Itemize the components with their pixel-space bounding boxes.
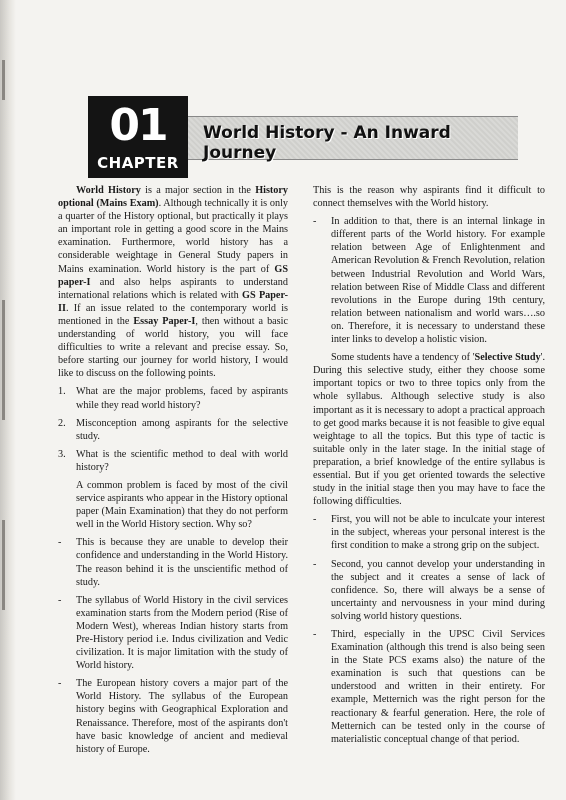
intro-text: , then without a basic understanding of world history, you will face difficulties to write a relevant and precise essay. So, before starting our journey for world history, I would like to discuss on the following points. xyxy=(58,315,288,380)
scan-mark xyxy=(2,60,5,100)
item-text: First, you will not be able to inculcate your interest in the subject, whereas your personal interest is the first condition to make a strong grip on the subject. xyxy=(331,514,545,552)
item-marker: - xyxy=(313,514,317,526)
item-text: The European history covers a major part of the World History. The syllabus of the European history begins with Geographical Exploration and Renaissance. Therefore, most of the aspirants don't have basic knowledge of ancient and medieval history of Europe. xyxy=(76,678,288,755)
numbered-item xyxy=(58,417,288,443)
bullet-item xyxy=(58,536,288,588)
item-text: Third, especially in the UPSC Civil Services Examination (although this trend is also being seen in the State PCS exams also) the nature of the examination is such that questions can be understood and written in their entirety. For example, Metternich was the right person for the reactionary & fearful generation. Here, the role of Metternich can be tested only in the course of materialistic conceptual change of that period. xyxy=(331,629,545,745)
chapter-number: 01 xyxy=(109,100,167,151)
item-marker: - xyxy=(313,216,317,228)
item-text: What is the scientific method to deal with world history? xyxy=(76,448,288,473)
intro-text: is a major section in the xyxy=(140,185,256,196)
bullet-item xyxy=(313,628,545,746)
item-marker: - xyxy=(58,537,62,549)
item-marker: - xyxy=(313,629,317,640)
chapter-label: CHAPTER xyxy=(97,154,179,172)
intro-text: and also helps aspirants to understand international relations which is related with xyxy=(58,276,288,301)
numbered-item xyxy=(58,448,288,474)
item-text: Second, you cannot develop your understanding in the subject and it creates a sense of lack of confidence. So, there will always be a sense of uncertainty and nervousness in your mind during solving world history questions. xyxy=(331,558,545,622)
para-term: Selective Study xyxy=(474,352,541,364)
item-text: The syllabus of World History in the civil services examination starts from the Modern period (Rise of Modern West), whereas Indian history starts from Pre-History period i.e. Indus civilization and Vedic civilization. It is major limitation with the study of World history. xyxy=(76,594,288,672)
item-text: In addition to that, there is an internal linkage in different parts of the World history. For example relation between Age of Enlightenment and American Revolution & French Revolution, relation between Industrial Revolution and World Wars, relation between Rise of Middle Class and different revolutions in the Europe during 19th century, relation between nationalism and world wars….so on. Therefore, it is necessary to understand these inter links to develop a holistic vision. xyxy=(331,216,545,346)
bullet-item xyxy=(313,558,545,623)
selective-study-paragraph xyxy=(313,351,545,508)
item-marker: 3. xyxy=(58,448,66,460)
right-column xyxy=(313,184,545,746)
page-binding-edge xyxy=(0,0,16,800)
left-column xyxy=(58,184,288,756)
para-text: '. During this selective study, either they choose some important topics or two to three topics only from the whole syllabus. Although selective study is also important as it is necessary to adopt a practical approach to get good marks because it is not feasible to give equal weightage to all the topics. But this type of tactic is suitable only in the later stage. In the initial stage of preparation, a brief knowledge of the entire syllabus is essential. But if you get oriented towards the selective study in the initial stage then you may have to face the following difficulties. xyxy=(313,352,545,508)
numbered-item xyxy=(58,385,288,411)
bullet-item xyxy=(58,594,288,673)
item-marker: - xyxy=(58,678,62,690)
item-text: What are the major problems, faced by aspirants while they read world history? xyxy=(76,386,288,411)
intro-term: GS paper-I xyxy=(58,263,288,288)
intro-term: GS Paper-II xyxy=(58,289,288,314)
item-text: Misconception among aspirants for the selective study. xyxy=(76,417,288,442)
item-marker: - xyxy=(58,594,62,606)
intro-text: . Although technically it is only a quarter of the History optional, but practically it plays an important role in getting a good score in the Mains examination. Furthermore, world history has a considerable weightage in General Study papers in Mains examination. World history is the part of xyxy=(58,198,289,275)
item-text: This is because they are unable to develop their confidence and understanding in the World History. The reason behind it is the unscientific method of study. xyxy=(76,537,288,588)
chapter-title: World History - An Inward Journey xyxy=(203,123,451,163)
item-marker: - xyxy=(313,558,317,570)
intro-term: Essay Paper-I xyxy=(133,315,196,327)
intro-paragraph xyxy=(58,184,288,380)
sub-paragraph: A common problem is faced by most of the civil service aspirants who appear in the History optional paper (Main Examination) that they do not perform well in the World History section. Why so? xyxy=(76,479,288,531)
para-text: Some students have a tendency of ' xyxy=(331,352,475,364)
bullet-item xyxy=(58,677,288,756)
continued-paragraph: This is the reason why aspirants find it difficult to connect themselves with the World history. xyxy=(313,185,545,210)
chapter-badge xyxy=(88,96,188,178)
intro-text: . If an issue related to the contemporary world is mentioned in the xyxy=(58,302,288,327)
scan-mark xyxy=(2,520,5,610)
bullet-item xyxy=(313,215,545,346)
intro-term: World History xyxy=(76,185,141,196)
intro-term: History optional (Mains Exam) xyxy=(58,185,289,210)
bullet-item xyxy=(313,513,545,552)
item-marker: 1. xyxy=(58,386,66,398)
item-marker: 2. xyxy=(58,417,66,429)
chapter-header xyxy=(88,96,518,178)
scan-mark xyxy=(2,300,5,420)
